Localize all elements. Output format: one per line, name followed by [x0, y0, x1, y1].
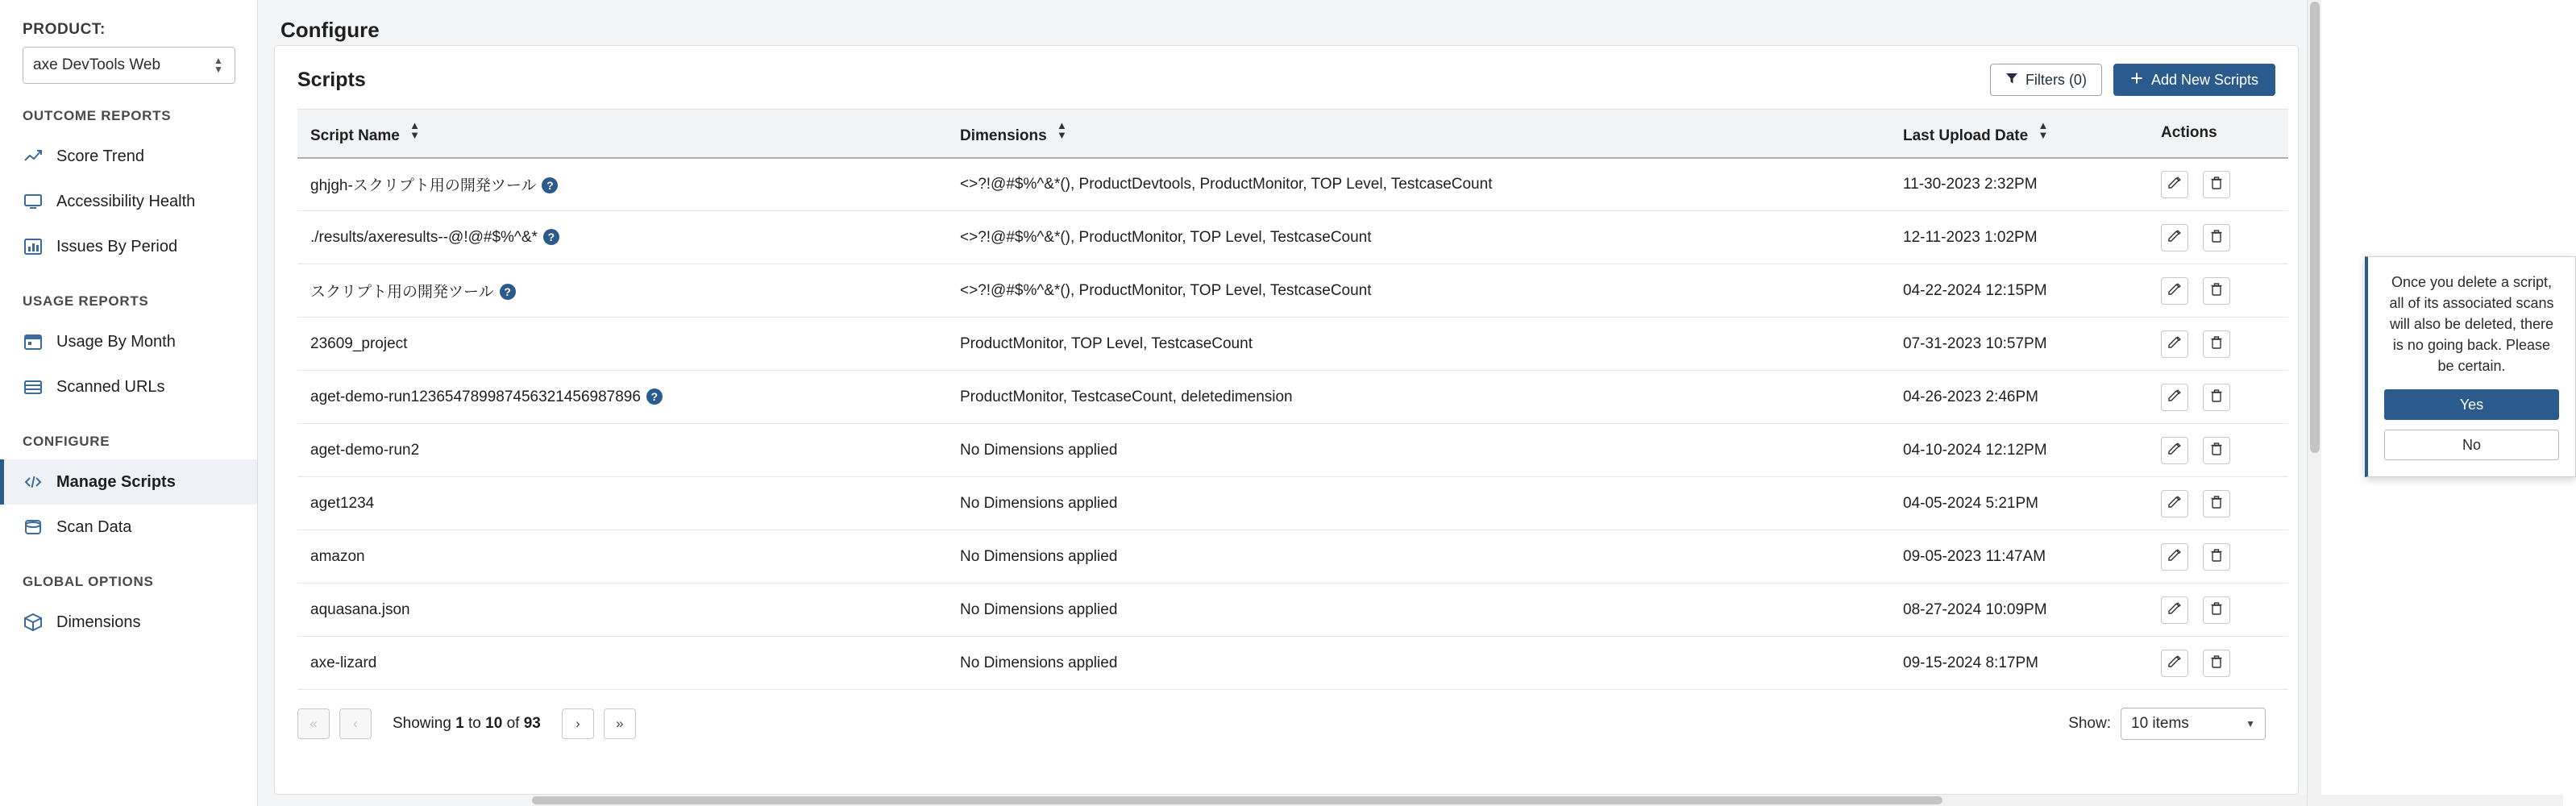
sidebar-item-dimensions[interactable] — [0, 600, 257, 645]
vertical-scrollbar-thumb[interactable] — [2310, 2, 2320, 453]
cell-script-name — [297, 584, 950, 637]
table-row — [297, 371, 2288, 424]
filters-button[interactable] — [1990, 64, 2102, 96]
sidebar — [0, 0, 258, 806]
showing-total: 93 — [523, 715, 541, 732]
pencil-icon — [2167, 548, 2182, 565]
cell-last-upload-date: 04-22-2024 12:15PM — [1893, 264, 2151, 318]
showing-to: 10 — [485, 715, 503, 732]
showing-of: of — [506, 715, 520, 732]
pencil-icon — [2167, 335, 2182, 352]
sidebar-group-label: OUTCOME REPORTS — [23, 108, 172, 123]
showing-range-text — [393, 715, 541, 733]
main-content — [258, 0, 2554, 806]
cell-last-upload-date: 09-15-2024 8:17PM — [1893, 637, 2151, 690]
chevron-updown-icon: ▲ ▼ — [214, 55, 223, 75]
show-label: Show: — [2068, 715, 2111, 732]
sidebar-item-issues-by-period[interactable] — [0, 224, 257, 269]
trash-icon — [2209, 335, 2224, 352]
pencil-icon — [2167, 442, 2182, 459]
bar-chart-icon — [23, 236, 44, 257]
cell-last-upload-date: 08-27-2024 10:09PM — [1893, 584, 2151, 637]
delete-script-button[interactable] — [2203, 224, 2230, 251]
sidebar-group-label: USAGE REPORTS — [23, 293, 149, 309]
cell-dimensions: No Dimensions applied — [950, 637, 1893, 690]
vertical-scrollbar[interactable] — [2307, 0, 2321, 806]
product-label: PRODUCT: — [23, 21, 106, 38]
sidebar-group-label: GLOBAL OPTIONS — [23, 574, 154, 589]
cell-actions — [2151, 318, 2288, 371]
scripts-card — [274, 45, 2299, 795]
trash-icon — [2209, 654, 2224, 671]
table-row — [297, 264, 2288, 318]
row-actions — [2161, 277, 2279, 305]
trash-icon — [2209, 282, 2224, 299]
cell-last-upload-date: 12-11-2023 1:02PM — [1893, 211, 2151, 264]
product-select-wrap — [0, 47, 257, 84]
sidebar-item-label: Issues By Period — [56, 237, 178, 256]
prev-page-button[interactable]: ‹ — [339, 708, 372, 739]
edit-script-button[interactable] — [2161, 543, 2188, 571]
scripts-header-actions — [1990, 64, 2275, 96]
delete-script-button[interactable] — [2203, 171, 2230, 198]
script-name-text: aget1234 — [310, 494, 375, 512]
trash-icon — [2209, 388, 2224, 405]
edit-script-button[interactable] — [2161, 437, 2188, 464]
trash-icon — [2209, 495, 2224, 512]
sidebar-item-label: Scan Data — [56, 517, 132, 536]
sidebar-item-manage-scripts[interactable] — [0, 459, 257, 505]
first-page-button[interactable]: « — [297, 708, 330, 739]
edit-script-button[interactable] — [2161, 384, 2188, 411]
table-row — [297, 477, 2288, 530]
sidebar-item-scanned-urls[interactable] — [0, 364, 257, 409]
cell-last-upload-date: 04-05-2024 5:21PM — [1893, 477, 2151, 530]
sidebar-group-label: CONFIGURE — [23, 434, 110, 449]
horizontal-scrollbar[interactable] — [532, 795, 2563, 806]
cell-script-name — [297, 637, 950, 690]
edit-script-button[interactable] — [2161, 171, 2188, 198]
last-page-button[interactable]: » — [604, 708, 636, 739]
cell-script-name — [297, 318, 950, 371]
row-actions — [2161, 171, 2279, 198]
table-footer — [275, 690, 2298, 758]
script-name-text: aget-demo-run2 — [310, 441, 420, 459]
table-row — [297, 530, 2288, 584]
page-size-select[interactable] — [2121, 708, 2266, 740]
pencil-icon — [2167, 176, 2182, 193]
cell-actions — [2151, 264, 2288, 318]
sort-arrows-icon[interactable]: ▲ ▼ — [2038, 119, 2049, 142]
sidebar-item-label: Manage Scripts — [56, 472, 176, 491]
row-actions — [2161, 650, 2279, 677]
column-header-last-upload-date[interactable] — [1893, 110, 2151, 158]
table-row — [297, 211, 2288, 264]
showing-prefix: Showing — [393, 715, 451, 732]
delete-confirm-message: Once you delete a script, all of its associated scans will also be deleted, there is no going back. Please be certain. — [2389, 274, 2554, 374]
sidebar-nav — [0, 84, 257, 645]
sidebar-item-scan-data[interactable] — [0, 505, 257, 550]
delete-script-button[interactable] — [2203, 490, 2230, 517]
script-name-text: aget-demo-run123654789987456321456987896 — [310, 388, 641, 405]
column-label: Dimensions — [960, 127, 1047, 145]
table-icon — [23, 376, 44, 397]
script-name-text: 23609_project — [310, 334, 408, 352]
cell-last-upload-date: 04-26-2023 2:46PM — [1893, 371, 2151, 424]
cell-actions — [2151, 584, 2288, 637]
cell-script-name — [297, 477, 950, 530]
cell-last-upload-date: 09-05-2023 11:47AM — [1893, 530, 2151, 584]
column-label: Last Upload Date — [1903, 127, 2029, 145]
add-new-scripts-label: Add New Scripts — [2150, 71, 2258, 88]
cell-last-upload-date: 04-10-2024 12:12PM — [1893, 424, 2151, 477]
cell-actions — [2151, 211, 2288, 264]
chevron-down-icon: ▼ — [2246, 718, 2255, 729]
trash-icon — [2209, 176, 2224, 193]
sidebar-item-label: Dimensions — [56, 613, 141, 631]
cell-script-name — [297, 158, 950, 211]
help-info-icon[interactable]: ? — [542, 177, 558, 193]
column-label: Actions — [2161, 124, 2217, 142]
next-page-button[interactable]: › — [562, 708, 594, 739]
table-row — [297, 637, 2288, 690]
script-name-text: スクリプト用の開発ツール — [310, 284, 494, 301]
delete-script-button[interactable] — [2203, 277, 2230, 305]
table-row — [297, 318, 2288, 371]
sidebar-item-usage-by-month[interactable] — [0, 319, 257, 364]
sidebar-item-accessibility-health[interactable] — [0, 179, 257, 224]
horizontal-scrollbar-thumb[interactable] — [532, 796, 1942, 804]
cell-dimensions: <>?!@#$%^&*(), ProductMonitor, TOP Level, TestcaseCount — [950, 211, 1893, 264]
row-actions — [2161, 437, 2279, 464]
cell-last-upload-date: 11-30-2023 2:32PM — [1893, 158, 2151, 211]
delete-script-button[interactable] — [2203, 384, 2230, 411]
trash-icon — [2209, 442, 2224, 459]
help-info-icon[interactable]: ? — [646, 388, 663, 405]
row-actions — [2161, 490, 2279, 517]
edit-script-button[interactable] — [2161, 330, 2188, 358]
table-row — [297, 584, 2288, 637]
delete-script-button[interactable] — [2203, 650, 2230, 677]
add-new-scripts-button[interactable] — [2113, 64, 2275, 96]
pagination — [297, 708, 636, 739]
script-name-text: ghjgh-スクリプト用の開発ツール — [310, 177, 537, 195]
scripts-table — [297, 109, 2288, 690]
cell-script-name — [297, 530, 950, 584]
pencil-icon — [2167, 388, 2182, 405]
scripts-table-body — [297, 158, 2288, 690]
trend-line-icon — [23, 146, 44, 167]
filters-label: Filters (0) — [2025, 71, 2087, 88]
edit-script-button[interactable] — [2161, 277, 2188, 305]
page-size-value: 10 items — [2131, 715, 2189, 732]
pencil-icon — [2167, 601, 2182, 618]
cube-icon — [23, 612, 44, 633]
trash-icon — [2209, 548, 2224, 565]
row-actions — [2161, 224, 2279, 251]
trash-icon — [2209, 601, 2224, 618]
showing-from: 1 — [455, 715, 464, 732]
row-actions — [2161, 596, 2279, 624]
delete-script-button[interactable] — [2203, 543, 2230, 571]
edit-script-button[interactable] — [2161, 650, 2188, 677]
cell-dimensions: ProductMonitor, TOP Level, TestcaseCount — [950, 318, 1893, 371]
showing-mid: to — [468, 715, 481, 732]
page-size-control — [2068, 708, 2266, 740]
cell-dimensions: No Dimensions applied — [950, 424, 1893, 477]
sidebar-item-label: Usage By Month — [56, 332, 176, 351]
cell-script-name — [297, 264, 950, 318]
delete-confirm-yes-button[interactable]: Yes — [2384, 389, 2559, 420]
database-icon — [23, 517, 44, 538]
script-name-text: ./results/axeresults--@!@#$%^&* — [310, 228, 538, 246]
delete-script-button[interactable] — [2203, 596, 2230, 624]
row-actions — [2161, 543, 2279, 571]
script-name-text: amazon — [310, 547, 365, 565]
edit-script-button[interactable] — [2161, 596, 2188, 624]
cell-script-name — [297, 424, 950, 477]
script-name-text: axe-lizard — [310, 654, 377, 671]
filter-funnel-icon — [2005, 72, 2018, 89]
scripts-title: Scripts — [297, 68, 366, 91]
help-info-icon[interactable]: ? — [500, 284, 516, 300]
code-icon — [23, 472, 44, 492]
row-actions — [2161, 384, 2279, 411]
cell-actions — [2151, 477, 2288, 530]
sort-arrows-icon[interactable]: ▲ ▼ — [1056, 119, 1067, 142]
sidebar-item-label: Score Trend — [56, 147, 144, 165]
pencil-icon — [2167, 282, 2182, 299]
cell-script-name — [297, 371, 950, 424]
calendar-icon — [23, 331, 44, 352]
cell-dimensions: No Dimensions applied — [950, 477, 1893, 530]
product-select[interactable]: axe DevTools Web — [23, 47, 235, 84]
delete-script-button[interactable] — [2203, 330, 2230, 358]
delete-confirm-popover — [2365, 256, 2576, 477]
table-header-row — [297, 110, 2288, 158]
edit-script-button[interactable] — [2161, 490, 2188, 517]
cell-actions — [2151, 371, 2288, 424]
cell-dimensions: ProductMonitor, TestcaseCount, deletedimension — [950, 371, 1893, 424]
column-header-dimensions[interactable] — [950, 110, 1893, 158]
cell-dimensions: No Dimensions applied — [950, 530, 1893, 584]
edit-script-button[interactable] — [2161, 224, 2188, 251]
sidebar-item-label: Scanned URLs — [56, 377, 165, 396]
sort-arrows-icon[interactable]: ▲ ▼ — [409, 119, 421, 142]
row-actions — [2161, 330, 2279, 358]
monitor-icon — [23, 191, 44, 212]
sidebar-item-label: Accessibility Health — [56, 192, 196, 210]
cell-last-upload-date: 07-31-2023 10:57PM — [1893, 318, 2151, 371]
cell-dimensions: <>?!@#$%^&*(), ProductDevtools, ProductMonitor, TOP Level, TestcaseCount — [950, 158, 1893, 211]
plus-icon — [2130, 72, 2143, 89]
table-row — [297, 158, 2288, 211]
script-name-text: aquasana.json — [310, 600, 410, 618]
column-header-actions — [2151, 110, 2288, 158]
trash-icon — [2209, 229, 2224, 246]
cell-actions — [2151, 530, 2288, 584]
delete-script-button[interactable] — [2203, 437, 2230, 464]
pencil-icon — [2167, 654, 2182, 671]
cell-dimensions: <>?!@#$%^&*(), ProductMonitor, TOP Level, TestcaseCount — [950, 264, 1893, 318]
table-row — [297, 424, 2288, 477]
column-header-script-name[interactable] — [297, 110, 950, 158]
pencil-icon — [2167, 495, 2182, 512]
column-label: Script Name — [310, 127, 400, 145]
delete-confirm-no-button[interactable]: No — [2384, 430, 2559, 460]
cell-actions — [2151, 158, 2288, 211]
cell-actions — [2151, 637, 2288, 690]
pencil-icon — [2167, 229, 2182, 246]
cell-actions — [2151, 424, 2288, 477]
cell-script-name — [297, 211, 950, 264]
help-info-icon[interactable]: ? — [543, 229, 559, 245]
page-title: Configure — [280, 18, 380, 42]
sidebar-item-score-trend[interactable] — [0, 134, 257, 179]
scripts-card-header — [275, 46, 2298, 109]
cell-dimensions: No Dimensions applied — [950, 584, 1893, 637]
